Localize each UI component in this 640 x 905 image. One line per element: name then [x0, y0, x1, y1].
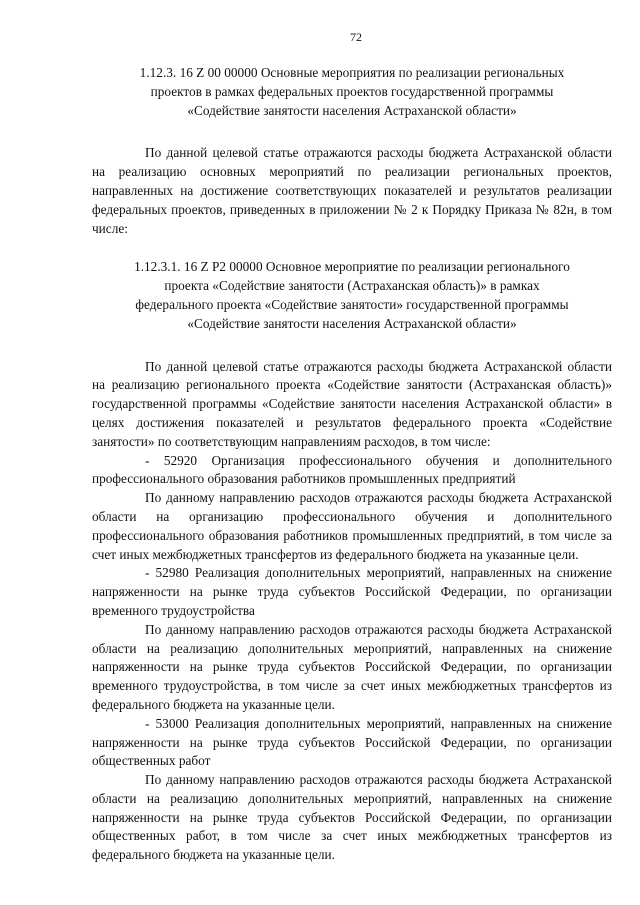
heading-line: «Содействие занятости населения Астраханской области»: [187, 102, 517, 118]
expense-item-body: По данному направлению расходов отражаются расходы бюджета Астраханской области на реализацию дополнительных мероприятий, направленных на снижение напряженности на рынке труда субъектов Российской Федерации, по организации временного трудоустройства, в том числе за счет иных межбюджетных трансфертов из федерального бюджета на указанные цели.: [92, 621, 612, 712]
expense-item-body: По данному направлению расходов отражаются расходы бюджета Астраханской области на реализацию дополнительных мероприятий, направленных на снижение напряженности на рынке труда субъектов Российской Федерации, по организации общественных работ, в том числе за счет иных межбюджетных трансфертов из федерального бюджета на указанные цели.: [92, 772, 612, 863]
heading-line: проектов в рамках федеральных проектов государственной программы: [150, 83, 554, 99]
paragraph-intro: По данной целевой статье отражаются расходы бюджета Астраханской области на реализацию основных мероприятий по реализации региональных проектов, направленных на достижение соответствующих показателей и результатов реализации федеральных проектов, приведенных в приложении № 2 к Порядку Приказа № 82н, в том числе:: [92, 145, 612, 236]
expense-item-title: - 52920 Организация профессионального обучения и дополнительного профессионального образования работников промышленных предприятий: [92, 452, 612, 487]
paragraph-project: По данной целевой статье отражаются расходы бюджета Астраханской области на реализацию регионального проекта «Содействие занятости (Астраханская область)» государственной программы «Содействие занятости населения Астраханской области» в целях достижения показателей и результатов федерального проекта «Содействие занятости» по соответствующим направлениям расходов, в том числе:: [92, 358, 612, 449]
expense-item-title: - 52980 Реализация дополнительных мероприятий, направленных на снижение напряженности на рынке труда субъектов Российской Федерации, по организации временного трудоустройства: [92, 565, 612, 618]
section-heading-1: [92, 64, 612, 120]
expense-item-body: По данному направлению расходов отражаются расходы бюджета Астраханской области на организацию профессионального обучения и дополнительного профессионального образования работников промышленных предприятий, в том числе за счет иных межбюджетных трансфертов из федерального бюджета на указанные цели.: [92, 490, 612, 562]
heading-line: 1.12.3.1. 16 Z P2 00000 Основное мероприятие по реализации регионального: [134, 259, 570, 275]
heading-line: 1.12.3. 16 Z 00 00000 Основные мероприятия по реализации региональных: [139, 65, 565, 80]
expense-item-title: - 53000 Реализация дополнительных мероприятий, направленных на снижение напряженности на рынке труда субъектов Российской Федерации, по организации общественных работ: [92, 715, 612, 769]
heading-line: федерального проекта «Содействие занятости» государственной программы: [135, 296, 569, 312]
heading-line: «Содействие занятости населения Астраханской области»: [187, 315, 517, 331]
section-heading-2: [92, 258, 612, 333]
page-number: 72: [350, 30, 362, 44]
heading-line: проекта «Содействие занятости (Астраханская область)» в рамках: [164, 278, 540, 294]
